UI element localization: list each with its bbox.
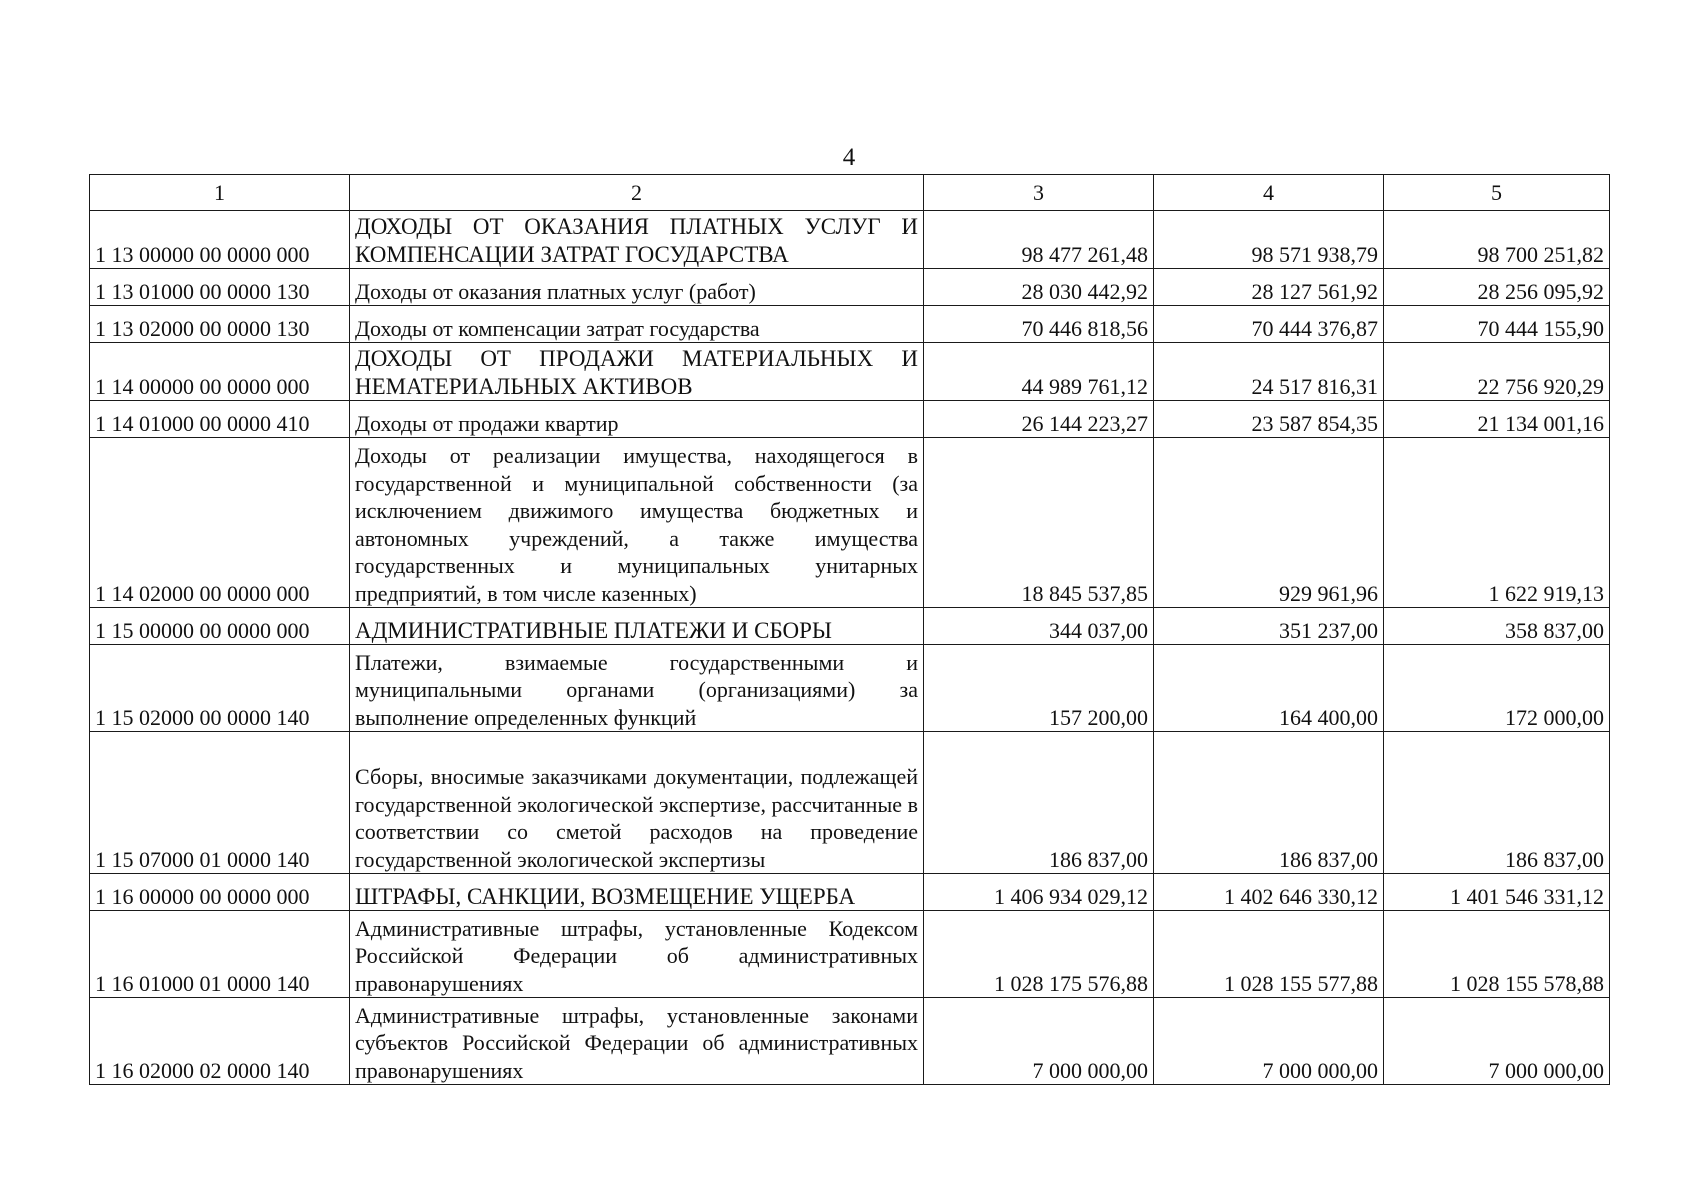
value-col5-cell: 21 134 001,16 <box>1384 401 1610 438</box>
revenue-name-cell: ШТРАФЫ, САНКЦИИ, ВОЗМЕЩЕНИЕ УЩЕРБА <box>350 874 924 911</box>
value-col3-cell: 70 446 818,56 <box>924 306 1154 343</box>
budget-code-cell: 1 13 01000 00 0000 130 <box>90 269 350 306</box>
table-row <box>90 306 1610 343</box>
revenue-name-cell: Платежи, взимаемые государственными и муниципальными органами (организациями) за выполнение определенных функций <box>350 645 924 732</box>
value-col4-cell: 186 837,00 <box>1154 732 1384 874</box>
value-col5-cell: 28 256 095,92 <box>1384 269 1610 306</box>
value-col4-cell: 351 237,00 <box>1154 608 1384 645</box>
column-header: 3 <box>924 175 1154 211</box>
table-row <box>90 645 1610 732</box>
budget-code-cell: 1 14 02000 00 0000 000 <box>90 438 350 608</box>
budget-code-cell: 1 16 02000 02 0000 140 <box>90 998 350 1085</box>
value-col3-cell: 98 477 261,48 <box>924 211 1154 269</box>
budget-code-cell: 1 15 00000 00 0000 000 <box>90 608 350 645</box>
page-number: 4 <box>842 144 856 171</box>
value-col4-cell: 23 587 854,35 <box>1154 401 1384 438</box>
table-row <box>90 343 1610 401</box>
value-col3-cell: 7 000 000,00 <box>924 998 1154 1085</box>
table-row <box>90 998 1610 1085</box>
value-col4-cell: 70 444 376,87 <box>1154 306 1384 343</box>
value-col3-cell: 44 989 761,12 <box>924 343 1154 401</box>
value-col5-cell: 70 444 155,90 <box>1384 306 1610 343</box>
value-col4-cell: 98 571 938,79 <box>1154 211 1384 269</box>
value-col5-cell: 22 756 920,29 <box>1384 343 1610 401</box>
table-header-row <box>90 175 1610 211</box>
value-col3-cell: 28 030 442,92 <box>924 269 1154 306</box>
table-row <box>90 874 1610 911</box>
value-col5-cell: 358 837,00 <box>1384 608 1610 645</box>
budget-code-cell: 1 13 00000 00 0000 000 <box>90 211 350 269</box>
value-col5-cell: 7 000 000,00 <box>1384 998 1610 1085</box>
revenue-name-cell: ДОХОДЫ ОТ ОКАЗАНИЯ ПЛАТНЫХ УСЛУГ И КОМПЕНСАЦИИ ЗАТРАТ ГОСУДАРСТВА <box>350 211 924 269</box>
budget-code-cell: 1 13 02000 00 0000 130 <box>90 306 350 343</box>
revenue-name-cell: ДОХОДЫ ОТ ПРОДАЖИ МАТЕРИАЛЬНЫХ И НЕМАТЕРИАЛЬНЫХ АКТИВОВ <box>350 343 924 401</box>
revenue-table <box>89 174 1610 1085</box>
table-row <box>90 608 1610 645</box>
column-header: 4 <box>1154 175 1384 211</box>
value-col5-cell: 1 622 919,13 <box>1384 438 1610 608</box>
table-row <box>90 211 1610 269</box>
value-col3-cell: 26 144 223,27 <box>924 401 1154 438</box>
value-col3-cell: 1 028 175 576,88 <box>924 911 1154 998</box>
budget-code-cell: 1 15 07000 01 0000 140 <box>90 732 350 874</box>
table-row <box>90 732 1610 874</box>
value-col4-cell: 164 400,00 <box>1154 645 1384 732</box>
value-col3-cell: 344 037,00 <box>924 608 1154 645</box>
revenue-name-cell: Сборы, вносимые заказчиками документации, подлежащей государственной экологической экспертизе, рассчитанные в соответствии со сметой расходов на проведение государственной экологической экспертизы <box>350 732 924 874</box>
revenue-name-cell: Доходы от реализации имущества, находящегося в государственной и муниципальной собственности (за исключением движимого имущества бюджетных и автономных учреждений, а также имущества государственных и муниципальных унитарных предприятий, в том числе казенных) <box>350 438 924 608</box>
value-col4-cell: 1 028 155 577,88 <box>1154 911 1384 998</box>
value-col3-cell: 186 837,00 <box>924 732 1154 874</box>
value-col3-cell: 1 406 934 029,12 <box>924 874 1154 911</box>
table-row <box>90 401 1610 438</box>
table-row <box>90 269 1610 306</box>
value-col4-cell: 1 402 646 330,12 <box>1154 874 1384 911</box>
column-header: 5 <box>1384 175 1610 211</box>
value-col5-cell: 1 028 155 578,88 <box>1384 911 1610 998</box>
value-col3-cell: 18 845 537,85 <box>924 438 1154 608</box>
column-header: 1 <box>90 175 350 211</box>
value-col3-cell: 157 200,00 <box>924 645 1154 732</box>
value-col5-cell: 172 000,00 <box>1384 645 1610 732</box>
budget-code-cell: 1 14 00000 00 0000 000 <box>90 343 350 401</box>
budget-code-cell: 1 15 02000 00 0000 140 <box>90 645 350 732</box>
value-col5-cell: 1 401 546 331,12 <box>1384 874 1610 911</box>
value-col5-cell: 186 837,00 <box>1384 732 1610 874</box>
budget-code-cell: 1 16 01000 01 0000 140 <box>90 911 350 998</box>
revenue-name-cell: АДМИНИСТРАТИВНЫЕ ПЛАТЕЖИ И СБОРЫ <box>350 608 924 645</box>
column-header: 2 <box>350 175 924 211</box>
budget-code-cell: 1 14 01000 00 0000 410 <box>90 401 350 438</box>
value-col5-cell: 98 700 251,82 <box>1384 211 1610 269</box>
value-col4-cell: 929 961,96 <box>1154 438 1384 608</box>
revenue-name-cell: Административные штрафы, установленные Кодексом Российской Федерации об административных правонарушениях <box>350 911 924 998</box>
value-col4-cell: 7 000 000,00 <box>1154 998 1384 1085</box>
budget-code-cell: 1 16 00000 00 0000 000 <box>90 874 350 911</box>
revenue-name-cell: Доходы от компенсации затрат государства <box>350 306 924 343</box>
value-col4-cell: 28 127 561,92 <box>1154 269 1384 306</box>
table-row <box>90 438 1610 608</box>
table-row <box>90 911 1610 998</box>
revenue-name-cell: Доходы от продажи квартир <box>350 401 924 438</box>
value-col4-cell: 24 517 816,31 <box>1154 343 1384 401</box>
revenue-name-cell: Доходы от оказания платных услуг (работ) <box>350 269 924 306</box>
revenue-name-cell: Административные штрафы, установленные законами субъектов Российской Федерации об административных правонарушениях <box>350 998 924 1085</box>
